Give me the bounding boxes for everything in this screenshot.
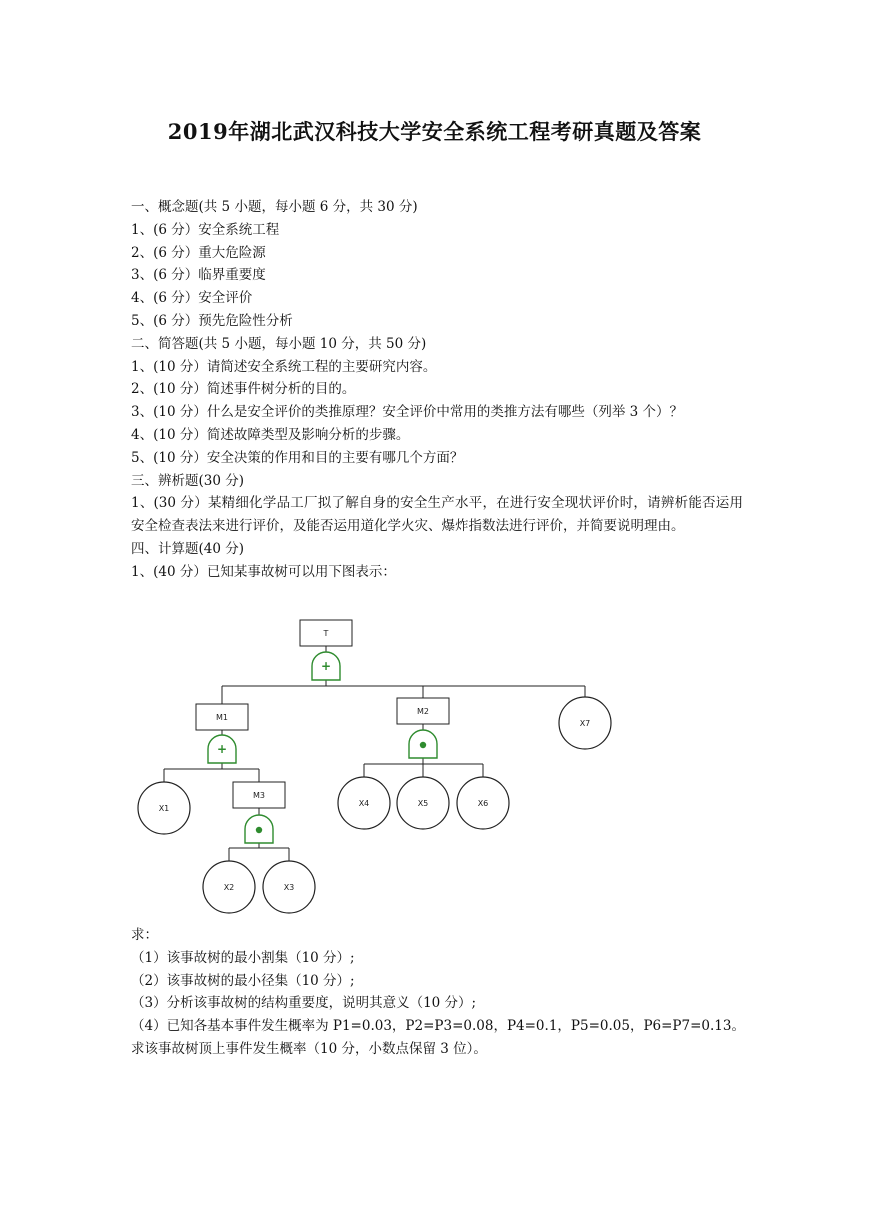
short-question-1: 1、(10 分）请简述安全系统工程的主要研究内容。 bbox=[131, 358, 437, 375]
short-question-5: 5、(10 分）安全决策的作用和目的主要有哪几个方面？ bbox=[131, 449, 464, 466]
section-4-heading: 四、计算题(40 分) bbox=[131, 540, 245, 557]
section-1-heading: 一、概念题(共 5 小题，每小题 6 分，共 30 分) bbox=[131, 199, 418, 215]
sub-questions bbox=[131, 924, 751, 1061]
sub-question-4-continued: 求该事故树顶上事件发生概率（10 分，小数点保留 3 位）。 bbox=[131, 1040, 487, 1057]
or-gate-top-symbol: + bbox=[320, 659, 332, 673]
x3-label: X3 bbox=[283, 883, 295, 892]
x6-label: X6 bbox=[477, 799, 489, 808]
x4-label: X4 bbox=[358, 799, 370, 808]
and-gate-m3-dot bbox=[256, 827, 262, 833]
or-gate-m1-symbol: + bbox=[216, 742, 228, 756]
and-gate-m2-dot bbox=[420, 742, 426, 748]
concept-question-4: 4、(6 分）安全评价 bbox=[131, 290, 253, 307]
sub-question-2: （2）该事故树的最小径集（10 分）; bbox=[131, 972, 355, 989]
concept-question-5: 5、(6 分）预先危险性分析 bbox=[131, 312, 293, 329]
x1-label: X1 bbox=[158, 804, 170, 813]
section-3-heading: 三、辨析题(30 分) bbox=[131, 472, 245, 489]
concept-question-3: 3、(6 分）临界重要度 bbox=[131, 267, 266, 284]
x2-label: X2 bbox=[223, 883, 235, 892]
sub-question-4: （4）已知各基本事件发生概率为 P1=0.03，P2=P3=0.08，P4=0.1，P5=0.05，P6=P7=0.13。 bbox=[131, 1018, 745, 1035]
concept-question-1: 1、(6 分）安全系统工程 bbox=[131, 221, 280, 238]
concept-question-2: 2、(6 分）重大危险源 bbox=[131, 244, 266, 261]
x5-label: X5 bbox=[417, 799, 429, 808]
ask-label: 求： bbox=[131, 927, 158, 943]
short-question-3: 3、(10 分）什么是安全评价的类推原理？安全评价中常用的类推方法有哪些（列举 3 个）？ bbox=[131, 404, 683, 421]
calc-question-1: 1、(40 分）已知某事故树可以用下图表示： bbox=[131, 563, 396, 580]
short-question-4: 4、(10 分）简述故障类型及影响分析的步骤。 bbox=[131, 426, 410, 443]
short-question-2: 2、(10 分）简述事件树分析的目的。 bbox=[131, 381, 356, 398]
top-event-label: T bbox=[323, 629, 329, 638]
section-2-heading: 二、简答题(共 5 小题，每小题 10 分，共 50 分) bbox=[131, 335, 427, 352]
sub-question-3: （3）分析该事故树的结构重要度，说明其意义（10 分）; bbox=[131, 995, 477, 1012]
m3-event-label: M3 bbox=[253, 791, 265, 800]
m2-event-label: M2 bbox=[417, 707, 429, 716]
analysis-question-1: 1、(30 分）某精细化学品工厂拟了解自身的安全生产水平，在进行安全现状评价时，请辨析能否运用安全检查表法来进行评价，及能否运用道化学火灾、爆炸指数法进行评价，并简要说明理由。 bbox=[131, 495, 743, 535]
x7-label: X7 bbox=[579, 719, 591, 728]
page-title: 2019年湖北武汉科技大学安全系统工程考研真题及答案 bbox=[167, 119, 702, 144]
sub-question-1: （1）该事故树的最小割集（10 分）; bbox=[131, 949, 355, 966]
m1-event-label: M1 bbox=[216, 713, 228, 722]
